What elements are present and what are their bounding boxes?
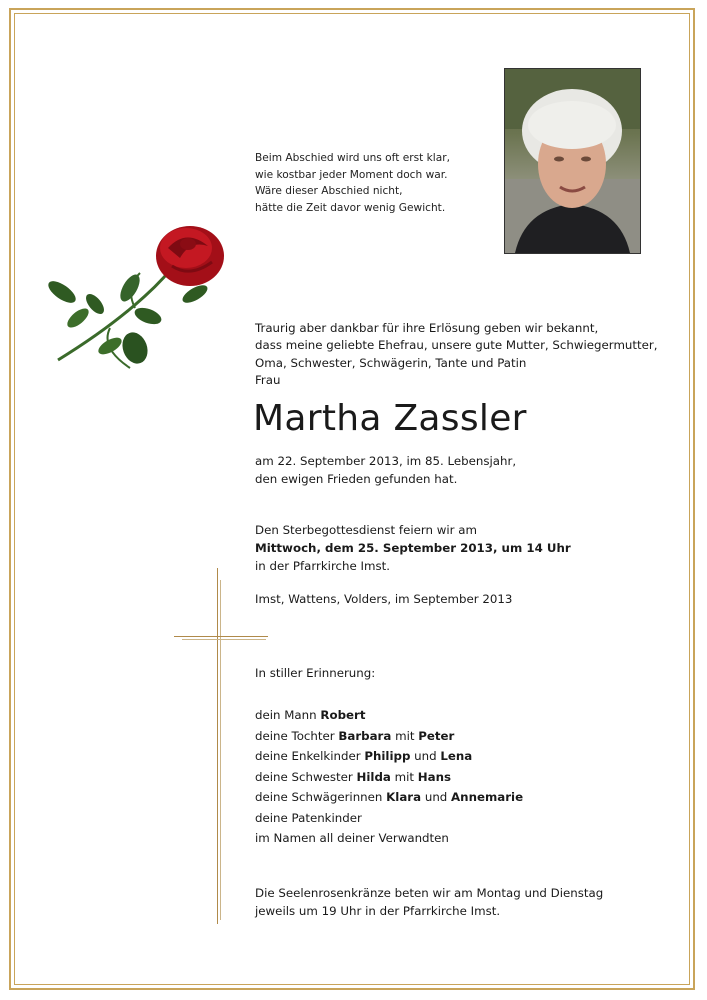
family-line: deine Schwägerinnen Klara und Annemarie bbox=[255, 790, 524, 804]
intro-line: Oma, Schwester, Schwägerin, Tante und Patin bbox=[255, 355, 527, 370]
deceased-name: Martha Zassler bbox=[253, 398, 527, 439]
family-line: deine Patenkinder bbox=[255, 810, 362, 825]
mass-date: Mittwoch, dem 25. September 2013, um 14 Uhr bbox=[255, 541, 571, 555]
mass-line bbox=[255, 539, 675, 557]
poem-line: Wäre dieser Abschied nicht, bbox=[255, 185, 403, 197]
family-list bbox=[255, 705, 675, 849]
place-date-line: Imst, Wattens, Volders, im September 2013 bbox=[255, 592, 513, 606]
death-line: am 22. September 2013, im 85. Lebensjahr, bbox=[255, 454, 517, 468]
announcement-intro bbox=[255, 320, 675, 389]
family-line: deine Schwester Hilda mit Hans bbox=[255, 769, 452, 784]
rosary-info bbox=[255, 884, 675, 920]
cross-horizontal bbox=[174, 636, 268, 637]
intro-line: Frau bbox=[255, 372, 281, 387]
poem-line: wie kostbar jeder Moment doch war. bbox=[255, 168, 448, 181]
memory-heading bbox=[255, 664, 675, 682]
place-date bbox=[255, 590, 675, 608]
intro-line: dass meine geliebte Ehefrau, unsere gute Mutter, Schwiegermutter, bbox=[255, 338, 658, 353]
intro-line: Traurig aber dankbar für ihre Erlösung geben wir bekannt, bbox=[255, 321, 599, 335]
rosary-line: Die Seelenrosenkränze beten wir am Montag und Dienstag bbox=[255, 886, 604, 900]
memory-line: In stiller Erinnerung: bbox=[255, 666, 376, 680]
family-line: im Namen all deiner Verwandten bbox=[255, 831, 449, 845]
cross-vertical bbox=[217, 568, 218, 924]
mass-line: Den Sterbegottesdienst feiern wir am bbox=[255, 523, 477, 537]
portrait-photo bbox=[504, 68, 641, 254]
death-line: den ewigen Frieden gefunden hat. bbox=[255, 472, 458, 486]
poem-line: Beim Abschied wird uns oft erst klar, bbox=[255, 152, 450, 164]
mass-line: in der Pfarrkirche Imst. bbox=[255, 559, 391, 573]
portrait-illustration bbox=[505, 69, 640, 253]
cross-vertical-shadow bbox=[220, 580, 221, 920]
family-line: deine Tochter Barbara mit Peter bbox=[255, 728, 455, 743]
cross-horizontal-shadow bbox=[182, 639, 266, 640]
family-line: deine Enkelkinder Philipp und Lena bbox=[255, 749, 473, 763]
funeral-mass-info bbox=[255, 521, 675, 575]
poem bbox=[255, 150, 495, 216]
rose-illustration bbox=[40, 218, 240, 408]
family-line: dein Mann Robert bbox=[255, 708, 366, 722]
poem-line: hätte die Zeit davor wenig Gewicht. bbox=[255, 201, 446, 214]
rosary-line: jeweils um 19 Uhr in der Pfarrkirche Imst. bbox=[255, 904, 501, 918]
death-info bbox=[255, 452, 675, 488]
